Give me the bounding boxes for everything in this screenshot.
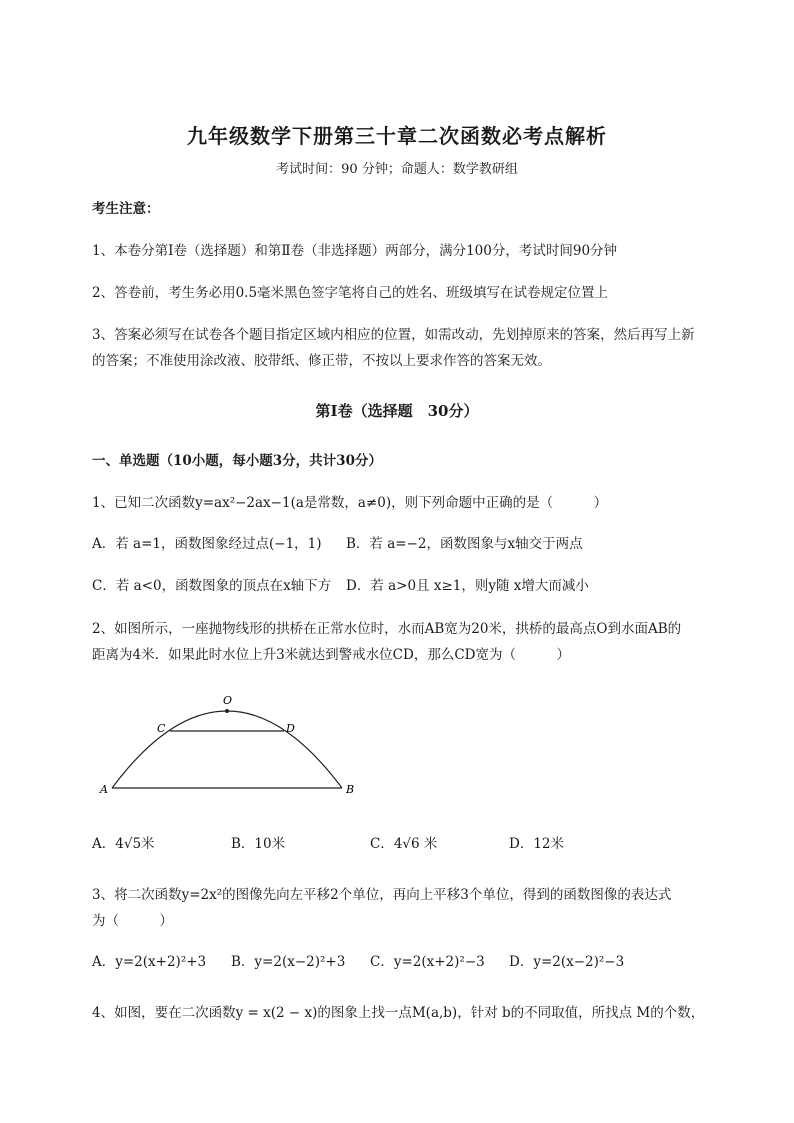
question-3-options [92,950,752,970]
notice-heading: 考生注意： [92,201,160,217]
option-d: D．若 a>0且 x≥1，则y随 x增大而减小 [346,578,589,594]
label-d: D [286,722,295,735]
part-heading: 一、单选题（10小题，每小题3分，共计30分） [92,453,382,469]
option-b: B．y=2(x−2)²+3 [231,954,346,970]
question-3-stem: 3、将二次函数y=2x²的图像先向左平移2个单位，再向上平移3个单位，得到的函数图像的表达式 [92,887,672,903]
question-2-stem: 距离为4米．如果此时水位上升3米就达到警戒水位CD，那么CD宽为（ ） [92,647,570,663]
parabola-arch [112,711,342,788]
option-d: D．12米 [509,836,565,852]
label-o: O [223,694,233,707]
question-4-stem: 4、如图，要在二次函数y = x(2 − x)的图象上找一点M(a,b)，针对 b的不同取值，所找点 M的个数， [92,1005,705,1021]
arch-bridge-figure [90,690,370,805]
exam-info: 考试时间：90 分钟；命题人：数学教研组 [276,162,518,177]
question-1-options-row2 [92,574,752,594]
notice-item: 3、答案必须写在试卷各个题目指定区域内相应的位置，如需改动，先划掉原来的答案，然后再写上新 [92,327,695,343]
label-c: C [157,722,166,735]
notice-item: 的答案；不准使用涂改液、胶带纸、修正带，不按以上要求作答的答案无效。 [92,353,551,369]
option-d: D．y=2(x−2)²−3 [509,954,625,970]
option-b: B．若 a=−2，函数图象与x轴交于两点 [346,536,583,552]
question-3-stem: 为（ ） [92,913,173,929]
option-c: C．y=2(x+2)²−3 [370,954,485,970]
question-2-stem: 2、如图所示，一座抛物线形的拱桥在正常水位时，水而AB宽为20米，拱桥的最高点O到水面AB的 [92,621,682,637]
question-1-stem: 1、已知二次函数y=ax²−2ax−1(a是常数，a≠0)，则下列命题中正确的是（ ） [92,495,608,511]
notice-item: 2、答卷前，考生务必用0.5毫米黑色签字笔将自己的姓名、班级填写在试卷规定位置上 [92,285,609,301]
option-a: A．y=2(x+2)²+3 [92,954,207,970]
notice-item: 1、本卷分第Ⅰ卷（选择题）和第Ⅱ卷（非选择题）两部分，满分100分，考试时间90分钟 [92,243,618,259]
option-c: C．4√6 米 [370,836,438,852]
point-o [225,709,229,713]
question-2-options [92,832,752,852]
option-a: A．若 a=1，函数图象经过点(−1，1) [92,536,322,552]
label-a: A [100,783,108,796]
section-title: 第Ⅰ卷（选择题 30分） [315,402,479,420]
option-a: A．4√5米 [92,836,155,852]
option-c: C．若 a<0，函数图象的顶点在x轴下方 [92,578,332,594]
label-b: B [346,783,355,796]
option-b: B．10米 [231,836,286,852]
page-title: 九年级数学下册第三十章二次函数必考点解析 [187,124,607,148]
question-1-options-row1 [92,532,752,552]
